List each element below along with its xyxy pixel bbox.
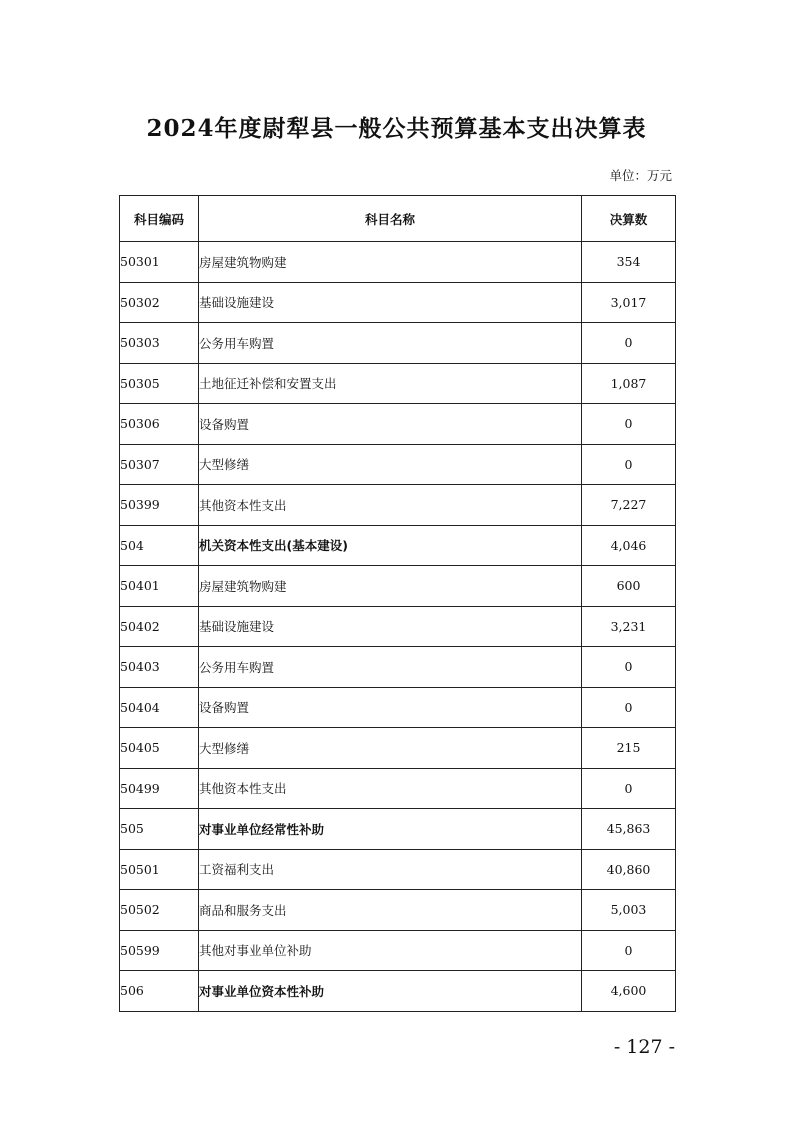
row-code: 50599 [120,930,199,971]
row-name: 大型修缮 [199,728,582,769]
page-title: 2024年度尉犁县一般公共预算基本支出决算表 [146,115,647,142]
row-value: 600 [582,566,676,607]
row-code: 50305 [120,363,199,404]
row-value: 0 [582,323,676,364]
header-name: 科目名称 [199,196,582,242]
table-row [120,323,676,364]
row-name: 房屋建筑物购建 [199,566,582,607]
row-value: 5,003 [582,890,676,931]
table-row [120,606,676,647]
row-code: 505 [120,809,199,850]
row-code: 50399 [120,485,199,526]
row-value: 0 [582,687,676,728]
row-value: 354 [582,242,676,283]
table-row [120,728,676,769]
table-row [120,930,676,971]
table-row [120,687,676,728]
table-row [120,242,676,283]
row-name: 基础设施建设 [199,606,582,647]
row-code: 50306 [120,404,199,445]
row-code: 504 [120,525,199,566]
row-code: 50502 [120,890,199,931]
row-value: 3,017 [582,282,676,323]
row-name: 其他资本性支出 [199,768,582,809]
row-name: 其他资本性支出 [199,485,582,526]
expenditure-table [119,195,676,1012]
row-value: 40,860 [582,849,676,890]
row-value: 0 [582,930,676,971]
row-name: 设备购置 [199,404,582,445]
row-name: 机关资本性支出(基本建设) [199,525,582,566]
row-value: 4,600 [582,971,676,1012]
row-name: 基础设施建设 [199,282,582,323]
table-row [120,525,676,566]
table-row [120,404,676,445]
row-name: 房屋建筑物购建 [199,242,582,283]
row-value: 0 [582,444,676,485]
row-value: 4,046 [582,525,676,566]
row-value: 0 [582,768,676,809]
row-name: 公务用车购置 [199,647,582,688]
row-value: 215 [582,728,676,769]
row-code: 50499 [120,768,199,809]
table-row [120,647,676,688]
row-code: 50303 [120,323,199,364]
row-value: 1,087 [582,363,676,404]
table-row [120,890,676,931]
row-name: 公务用车购置 [199,323,582,364]
row-value: 3,231 [582,606,676,647]
table-row [120,971,676,1012]
table-row [120,809,676,850]
row-code: 50501 [120,849,199,890]
row-name: 其他对事业单位补助 [199,930,582,971]
table-row [120,363,676,404]
row-value: 0 [582,404,676,445]
table-row [120,485,676,526]
row-name: 工资福利支出 [199,849,582,890]
row-value: 45,863 [582,809,676,850]
header-code: 科目编码 [120,196,199,242]
row-code: 50302 [120,282,199,323]
row-name: 对事业单位资本性补助 [199,971,582,1012]
row-code: 50402 [120,606,199,647]
table-header-row [120,196,676,242]
row-name: 对事业单位经常性补助 [199,809,582,850]
header-value: 决算数 [582,196,676,242]
row-code: 50301 [120,242,199,283]
table-row [120,849,676,890]
row-name: 土地征迁补偿和安置支出 [199,363,582,404]
table-row [120,282,676,323]
page-number: - 127 - [613,1036,675,1058]
row-value: 7,227 [582,485,676,526]
table-row [120,566,676,607]
row-code: 506 [120,971,199,1012]
unit-label: 单位：万元 [609,168,672,183]
row-code: 50404 [120,687,199,728]
row-code: 50403 [120,647,199,688]
table-row [120,768,676,809]
row-code: 50401 [120,566,199,607]
row-name: 大型修缮 [199,444,582,485]
row-name: 设备购置 [199,687,582,728]
table-row [120,444,676,485]
row-value: 0 [582,647,676,688]
row-code: 50405 [120,728,199,769]
row-name: 商品和服务支出 [199,890,582,931]
row-code: 50307 [120,444,199,485]
